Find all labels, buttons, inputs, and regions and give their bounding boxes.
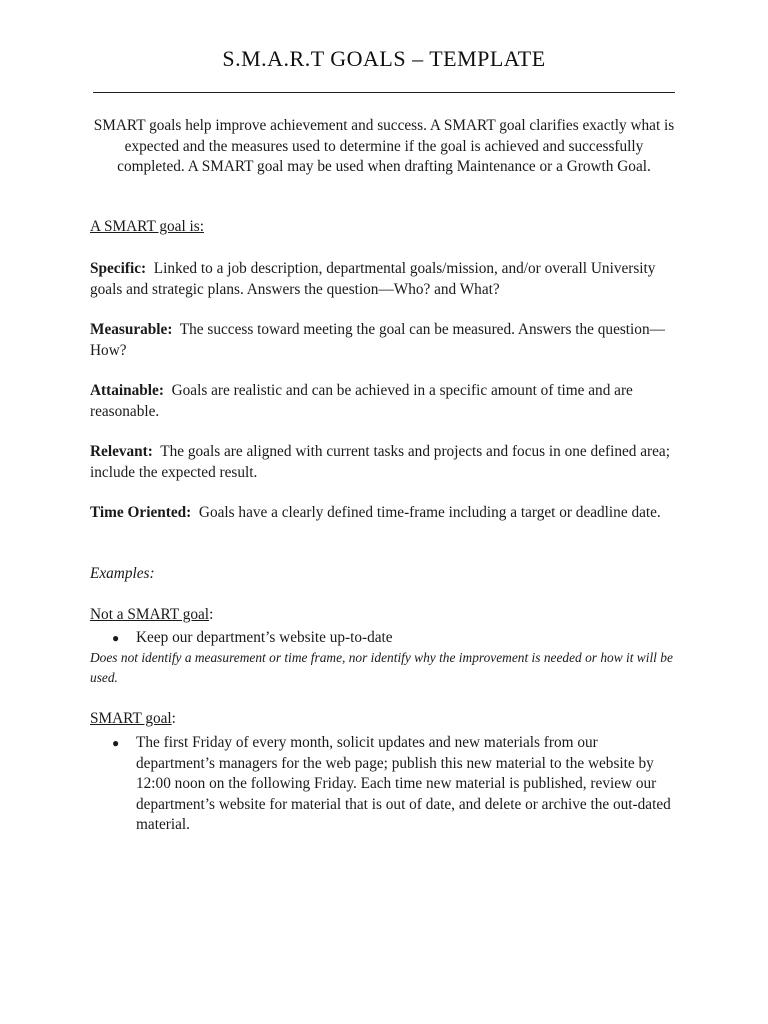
not-smart-heading (90, 605, 680, 626)
definition-text: Linked to a job description, departmental goals/mission, and/or overall University goals and strategic plans. Answers the question—Who? and What? (90, 260, 656, 298)
heading-colon: : (171, 710, 176, 727)
definition-term: Measurable: (90, 321, 173, 338)
not-smart-bullet (112, 628, 678, 649)
page-title: S.M.A.R.T GOALS – TEMPLATE (222, 46, 546, 71)
definition-term: Attainable: (90, 382, 164, 399)
bullet-text: Keep our department’s website up-to-date (136, 629, 393, 646)
definition-term: Time Oriented: (90, 504, 192, 521)
definition-relevant (90, 442, 680, 483)
title-divider (93, 92, 675, 93)
definition-measurable (90, 320, 680, 361)
definition-text: Goals are realistic and can be achieved in a specific amount of time and are reasonable. (90, 382, 633, 420)
not-smart-note: Does not identify a measurement or time frame, nor identify why the improvement is needed or how it will be used. (90, 650, 673, 685)
smart-heading (90, 709, 680, 730)
intro-paragraph: SMART goals help improve achievement and success. A SMART goal clarifies exactly what is expected and the measures used to determine if the goal is achieved and successfully completed. A SMART goal may be used when drafting Maintenance or a Growth Goal. (93, 117, 675, 175)
definition-text: Goals have a clearly defined time-frame including a target or deadline date. (198, 504, 661, 521)
not-smart-heading-text: Not a SMART goal (90, 606, 210, 623)
definition-term: Relevant: (90, 443, 153, 460)
definition-term: Specific: (90, 260, 147, 277)
bullet-icon: ● (112, 631, 120, 645)
definition-specific (90, 259, 680, 300)
smart-definition-heading: A SMART goal is: (90, 218, 204, 235)
smart-bullet (112, 733, 678, 836)
heading-colon: : (209, 606, 214, 623)
examples-label: Examples: (90, 565, 155, 582)
definition-text: The success toward meeting the goal can be measured. Answers the question—How? (90, 321, 665, 359)
definition-attainable (90, 381, 680, 422)
smart-heading-text: SMART goal (90, 710, 172, 727)
definition-time-oriented (90, 503, 680, 524)
bullet-text: The first Friday of every month, solicit updates and new materials from our department’s managers for the web page; publish this new material to the website by 12:00 noon on the following Friday. Each time new material is published, review our department’s website for material that is out of date, and delete or archive the out-dated material. (136, 734, 671, 833)
definition-text: The goals are aligned with current tasks and projects and focus in one defined area; include the expected result. (90, 443, 670, 481)
bullet-icon: ● (112, 736, 120, 750)
